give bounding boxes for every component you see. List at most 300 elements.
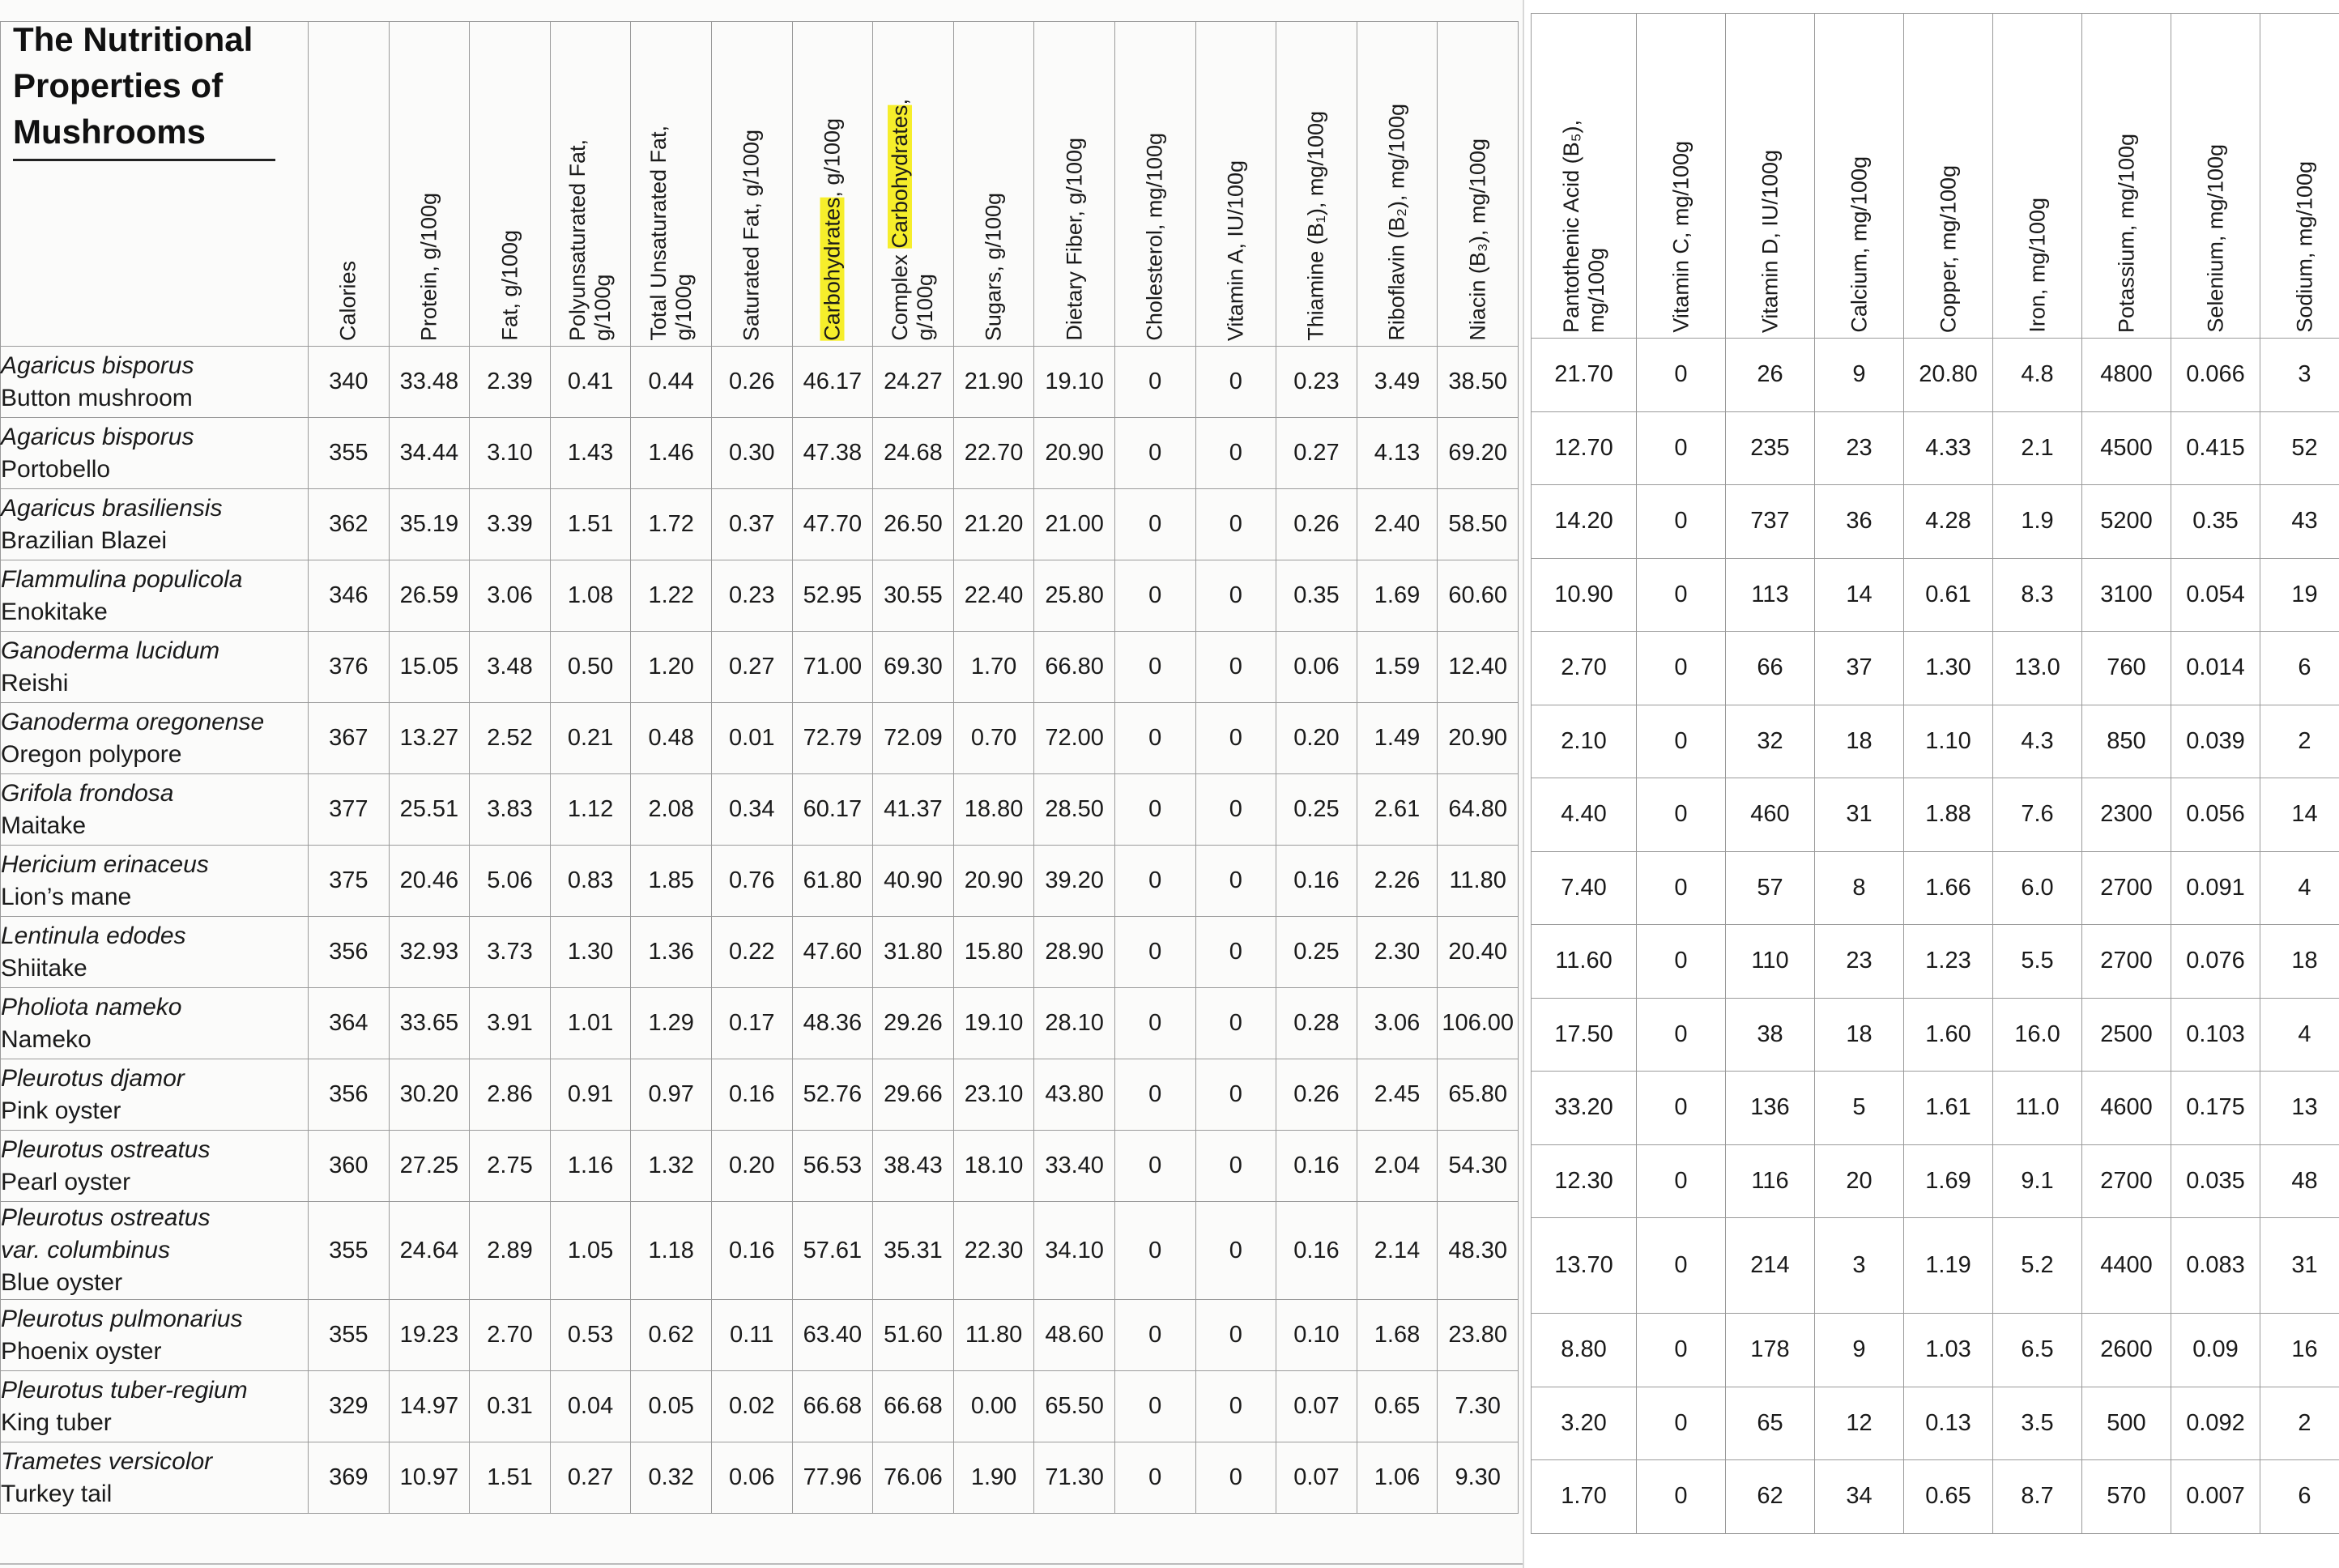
value-cell: 355 [309,1202,390,1300]
value-cell: 2.70 [1532,632,1637,705]
value-cell: 31 [1815,778,1904,852]
value-cell: 2.08 [631,774,712,846]
value-cell: 0.22 [711,917,792,988]
value-cell: 66.68 [873,1371,954,1442]
column-header-protein-g-100g [389,22,470,347]
value-cell: 2 [2260,705,2339,778]
value-cell: 6.0 [1993,851,2082,925]
value-cell: 69.30 [873,632,954,703]
value-cell: 500 [2082,1387,2171,1460]
column-header-copper-mg-100g [1904,14,1993,339]
value-cell: 0.11 [711,1300,792,1371]
column-header-label: Pantothenic Acid (B₅), mg/100g [1558,119,1608,333]
species-name-cell [1,560,309,632]
value-cell: 46.17 [792,347,873,418]
value-cell: 2.10 [1532,705,1637,778]
value-cell: 356 [309,1059,390,1131]
value-cell: 48 [2260,1144,2339,1218]
page-bottom-rule [0,1563,1523,1565]
value-cell: 0.62 [631,1300,712,1371]
value-cell: 346 [309,560,390,632]
value-cell: 4400 [2082,1218,2171,1314]
value-cell: 0.26 [1276,489,1357,560]
value-cell: 0 [1195,1059,1276,1131]
column-header-label: Sugars, g/100g [981,192,1006,341]
value-cell: 16.0 [1993,998,2082,1072]
value-cell: 0.083 [2171,1218,2260,1314]
value-cell: 11.60 [1532,925,1637,999]
value-cell: 0.35 [2171,485,2260,559]
value-cell: 23.10 [953,1059,1034,1131]
value-cell: 0 [1114,418,1195,489]
column-header-wrap [390,23,470,346]
column-header-potassium-mg-100g [2082,14,2171,339]
value-cell: 0.02 [711,1371,792,1442]
table-row [1532,1387,2339,1460]
common-name: Brazilian Blazei [1,526,168,554]
value-cell: 364 [309,988,390,1059]
value-cell: 0 [1637,1218,1726,1314]
value-cell: 1.59 [1357,632,1438,703]
value-cell: 48.30 [1438,1202,1519,1300]
value-cell: 850 [2082,705,2171,778]
value-cell: 34 [1815,1460,1904,1534]
value-cell: 52.95 [792,560,873,632]
table-row [1,774,1519,846]
value-cell: 2.40 [1357,489,1438,560]
value-cell: 340 [309,347,390,418]
value-cell: 11.80 [953,1300,1034,1371]
value-cell: 760 [2082,632,2171,705]
value-cell: 1.51 [470,1442,551,1514]
value-cell: 20.80 [1904,339,1993,412]
value-cell: 570 [2082,1460,2171,1534]
value-cell: 0.26 [1276,1059,1357,1131]
value-cell: 39.20 [1034,846,1115,917]
column-header-label: Calories [335,260,360,341]
value-cell: 0.61 [1904,558,1993,632]
table-row [1,489,1519,560]
value-cell: 10.90 [1532,558,1637,632]
value-cell: 12 [1815,1387,1904,1460]
column-header-calories [309,22,390,347]
value-cell: 2.52 [470,703,551,774]
value-cell: 13.70 [1532,1218,1637,1314]
column-header-wrap [954,23,1034,346]
value-cell: 9.1 [1993,1144,2082,1218]
value-cell: 18.10 [953,1131,1034,1202]
value-cell: 40.90 [873,846,954,917]
scientific-name: Pholiota nameko [1,993,182,1020]
value-cell: 1.43 [550,418,631,489]
value-cell: 0 [1637,998,1726,1072]
value-cell: 66.80 [1034,632,1115,703]
common-name: Shiitake [1,954,87,982]
value-cell: 460 [1726,778,1815,852]
value-cell: 14.20 [1532,485,1637,559]
value-cell: 4600 [2082,1072,2171,1145]
value-cell: 113 [1726,558,1815,632]
value-cell: 0 [1195,489,1276,560]
table-row [1,988,1519,1059]
value-cell: 24.64 [389,1202,470,1300]
value-cell: 0.23 [1276,347,1357,418]
value-cell: 34.10 [1034,1202,1115,1300]
value-cell: 0.65 [1904,1460,1993,1534]
value-cell: 31.80 [873,917,954,988]
value-cell: 0.01 [711,703,792,774]
value-cell: 362 [309,489,390,560]
value-cell: 0 [1114,1059,1195,1131]
scientific-name: Pleurotus pulmonarius [1,1305,243,1332]
value-cell: 0.34 [711,774,792,846]
value-cell: 0.091 [2171,851,2260,925]
value-cell: 0 [1195,418,1276,489]
column-header-label: Cholesterol, mg/100g [1142,133,1167,341]
column-header-carbohydrates-g-100g [792,22,873,347]
value-cell: 0 [1637,778,1726,852]
value-cell: 377 [309,774,390,846]
value-cell: 19 [2260,558,2339,632]
value-cell: 0.48 [631,703,712,774]
value-cell: 27.25 [389,1131,470,1202]
value-cell: 1.36 [631,917,712,988]
value-cell: 0 [1637,1144,1726,1218]
value-cell: 0.076 [2171,925,2260,999]
value-cell: 33.48 [389,347,470,418]
value-cell: 3.06 [470,560,551,632]
species-name-cell [1,489,309,560]
value-cell: 20 [1815,1144,1904,1218]
value-cell: 0.103 [2171,998,2260,1072]
value-cell: 0.27 [1276,418,1357,489]
value-cell: 7.40 [1532,851,1637,925]
value-cell: 0.16 [1276,1131,1357,1202]
value-cell: 28.90 [1034,917,1115,988]
value-cell: 3.39 [470,489,551,560]
value-cell: 0 [1114,1131,1195,1202]
species-name-cell [1,1131,309,1202]
value-cell: 0.70 [953,703,1034,774]
value-cell: 13.27 [389,703,470,774]
value-cell: 0.092 [2171,1387,2260,1460]
right-nutrition-table [1531,13,2339,1534]
value-cell: 16 [2260,1314,2339,1387]
value-cell: 1.66 [1904,851,1993,925]
value-cell: 0 [1637,705,1726,778]
value-cell: 18 [2260,925,2339,999]
value-cell: 1.22 [631,560,712,632]
value-cell: 0.06 [1276,632,1357,703]
value-cell: 369 [309,1442,390,1514]
species-name-cell [1,632,309,703]
value-cell: 0 [1637,485,1726,559]
scientific-name: Pleurotus djamor [1,1064,185,1092]
value-cell: 20.90 [1034,418,1115,489]
value-cell: 2.70 [470,1300,551,1371]
value-cell: 6 [2260,632,2339,705]
species-name-cell [1,1202,309,1300]
value-cell: 3.20 [1532,1387,1637,1460]
value-cell: 0.32 [631,1442,712,1514]
value-cell: 25.80 [1034,560,1115,632]
value-cell: 19.10 [1034,347,1115,418]
value-cell: 29.26 [873,988,954,1059]
value-cell: 367 [309,703,390,774]
column-header-wrap [712,23,792,346]
value-cell: 0 [1195,1202,1276,1300]
column-header-wrap [1904,15,1992,338]
value-cell: 21.90 [953,347,1034,418]
value-cell: 28.50 [1034,774,1115,846]
value-cell: 0 [1195,560,1276,632]
value-cell: 1.23 [1904,925,1993,999]
table-row [1532,998,2339,1072]
value-cell: 0 [1114,347,1195,418]
value-cell: 33.20 [1532,1072,1637,1145]
value-cell: 0.17 [711,988,792,1059]
column-header-label: Vitamin C, mg/100g [1668,141,1693,333]
value-cell: 1.88 [1904,778,1993,852]
column-header-label: Potassium, mg/100g [2114,133,2138,333]
value-cell: 47.70 [792,489,873,560]
value-cell: 10.97 [389,1442,470,1514]
value-cell: 4.8 [1993,339,2082,412]
value-cell: 1.19 [1904,1218,1993,1314]
value-cell: 0.20 [1276,703,1357,774]
column-header-wrap [793,23,873,346]
value-cell: 71.30 [1034,1442,1115,1514]
scientific-name: Agaricus bisporus [1,352,194,379]
value-cell: 0.175 [2171,1072,2260,1145]
common-name: Reishi [1,669,69,697]
table-row [1532,1072,2339,1145]
value-cell: 360 [309,1131,390,1202]
column-header-wrap [2082,15,2171,338]
value-cell: 1.01 [550,988,631,1059]
value-cell: 0.039 [2171,705,2260,778]
value-cell: 3 [2260,339,2339,412]
value-cell: 20.46 [389,846,470,917]
value-cell: 9 [1815,1314,1904,1387]
table-row [1,1442,1519,1514]
column-header-wrap [1196,23,1276,346]
value-cell: 32.93 [389,917,470,988]
value-cell: 76.06 [873,1442,954,1514]
value-cell: 4800 [2082,339,2171,412]
value-cell: 41.37 [873,774,954,846]
value-cell: 7.6 [1993,778,2082,852]
column-header-vitamin-c-mg-100g [1637,14,1726,339]
value-cell: 0 [1114,988,1195,1059]
value-cell: 0 [1114,560,1195,632]
value-cell: 0 [1114,917,1195,988]
value-cell: 0 [1637,632,1726,705]
common-name: Pearl oyster [1,1168,131,1195]
column-header-wrap [1993,15,2081,338]
value-cell: 3 [1815,1218,1904,1314]
column-header-label: Riboflavin (B₂), mg/100g [1384,104,1409,341]
column-header-label: Complex Carbohydrates, g/100g [888,99,938,341]
value-cell: 0.83 [550,846,631,917]
value-cell: 1.29 [631,988,712,1059]
value-cell: 0 [1195,988,1276,1059]
value-cell: 33.65 [389,988,470,1059]
value-cell: 22.30 [953,1202,1034,1300]
value-cell: 355 [309,1300,390,1371]
column-header-wrap [1726,15,1814,338]
table-row [1532,705,2339,778]
value-cell: 1.18 [631,1202,712,1300]
value-cell: 0.53 [550,1300,631,1371]
table-row [1,1300,1519,1371]
value-cell: 1.30 [1904,632,1993,705]
value-cell: 62 [1726,1460,1815,1534]
value-cell: 355 [309,418,390,489]
highlighted-term: Carbohydrates [888,104,913,249]
scientific-name: Grifola frondosa [1,779,174,807]
column-header-label: Saturated Fat, g/100g [739,129,764,341]
value-cell: 30.20 [389,1059,470,1131]
value-cell: 0 [1637,339,1726,412]
column-header-pantothenic-acid-b-mg-100g [1532,14,1637,339]
value-cell: 737 [1726,485,1815,559]
value-cell: 22.70 [953,418,1034,489]
column-header-label: Thiamine (B₁), mg/100g [1303,111,1328,341]
column-header-wrap [1034,23,1114,346]
value-cell: 0 [1637,925,1726,999]
value-cell: 1.68 [1357,1300,1438,1371]
value-cell: 0.25 [1276,774,1357,846]
value-cell: 4.33 [1904,411,1993,485]
value-cell: 72.79 [792,703,873,774]
value-cell: 24.68 [873,418,954,489]
value-cell: 3.06 [1357,988,1438,1059]
value-cell: 1.05 [550,1202,631,1300]
value-cell: 72.09 [873,703,954,774]
value-cell: 48.60 [1034,1300,1115,1371]
table-row [1,1371,1519,1442]
value-cell: 29.66 [873,1059,954,1131]
common-name: Portobello [1,455,111,483]
value-cell: 0.91 [550,1059,631,1131]
value-cell: 3.49 [1357,347,1438,418]
value-cell: 0.054 [2171,558,2260,632]
species-name-cell [1,917,309,988]
value-cell: 4 [2260,998,2339,1072]
value-cell: 0 [1637,851,1726,925]
value-cell: 3.83 [470,774,551,846]
value-cell: 0.37 [711,489,792,560]
column-header-polyunsaturated-fat-g-100g [550,22,631,347]
value-cell: 26.59 [389,560,470,632]
value-cell: 0 [1114,846,1195,917]
value-cell: 136 [1726,1072,1815,1145]
value-cell: 0.25 [1276,917,1357,988]
column-header-selenium-mg-100g [2171,14,2260,339]
common-name: Phoenix oyster [1,1337,162,1365]
left-nutrition-table [0,21,1519,1514]
common-name: Pink oyster [1,1097,121,1124]
value-cell: 4.28 [1904,485,1993,559]
value-cell: 2.89 [470,1202,551,1300]
column-header-sugars-g-100g [953,22,1034,347]
value-cell: 11.80 [1438,846,1519,917]
value-cell: 0 [1114,632,1195,703]
table-row [1,703,1519,774]
column-header-wrap [873,23,953,346]
common-name: Turkey tail [1,1480,113,1507]
value-cell: 38 [1726,998,1815,1072]
common-name: Oregon polypore [1,740,182,768]
value-cell: 0 [1114,1300,1195,1371]
value-cell: 2600 [2082,1314,2171,1387]
value-cell: 77.96 [792,1442,873,1514]
scientific-name: Agaricus bisporus [1,423,194,450]
table-row [1,418,1519,489]
column-header-label: Copper, mg/100g [1936,164,1960,333]
value-cell: 0.31 [470,1371,551,1442]
column-header-riboflavin-b-mg-100g [1357,22,1438,347]
column-header-vitamin-d-iu-100g [1726,14,1815,339]
value-cell: 0.007 [2171,1460,2260,1534]
value-cell: 2 [2260,1387,2339,1460]
value-cell: 51.60 [873,1300,954,1371]
scientific-name: Pleurotus ostreatus [1,1204,211,1231]
value-cell: 4.3 [1993,705,2082,778]
value-cell: 1.16 [550,1131,631,1202]
value-cell: 12.40 [1438,632,1519,703]
column-header-saturated-fat-g-100g [711,22,792,347]
species-name-cell [1,988,309,1059]
value-cell: 0 [1195,632,1276,703]
column-header-complex-carbohydrates-g-100g [873,22,954,347]
scientific-name: Trametes versicolor [1,1447,213,1475]
column-header-label: Sodium, mg/100g [2292,161,2316,333]
value-cell: 8 [1815,851,1904,925]
value-cell: 0 [1114,1371,1195,1442]
value-cell: 1.61 [1904,1072,1993,1145]
value-cell: 0.056 [2171,778,2260,852]
value-cell: 0 [1195,1300,1276,1371]
value-cell: 52 [2260,411,2339,485]
value-cell: 2700 [2082,925,2171,999]
column-header-vitamin-a-iu-100g [1195,22,1276,347]
value-cell: 7.30 [1438,1371,1519,1442]
value-cell: 1.03 [1904,1314,1993,1387]
table-row [1,1202,1519,1300]
value-cell: 3.91 [470,988,551,1059]
value-cell: 1.20 [631,632,712,703]
column-header-wrap [551,23,631,346]
column-header-label: Total Unsaturated Fat, g/100g [645,126,696,341]
column-header-wrap [1532,15,1636,338]
column-header-wrap [1637,15,1725,338]
value-cell: 23.80 [1438,1300,1519,1371]
value-cell: 5.5 [1993,925,2082,999]
value-cell: 2.61 [1357,774,1438,846]
value-cell: 214 [1726,1218,1815,1314]
table-row [1532,485,2339,559]
value-cell: 1.10 [1904,705,1993,778]
value-cell: 20.40 [1438,917,1519,988]
value-cell: 2.86 [470,1059,551,1131]
column-header-label: Calcium, mg/100g [1847,156,1871,333]
scientific-name: Agaricus brasiliensis [1,494,223,522]
value-cell: 6.5 [1993,1314,2082,1387]
value-cell: 0 [1637,558,1726,632]
value-cell: 66 [1726,632,1815,705]
